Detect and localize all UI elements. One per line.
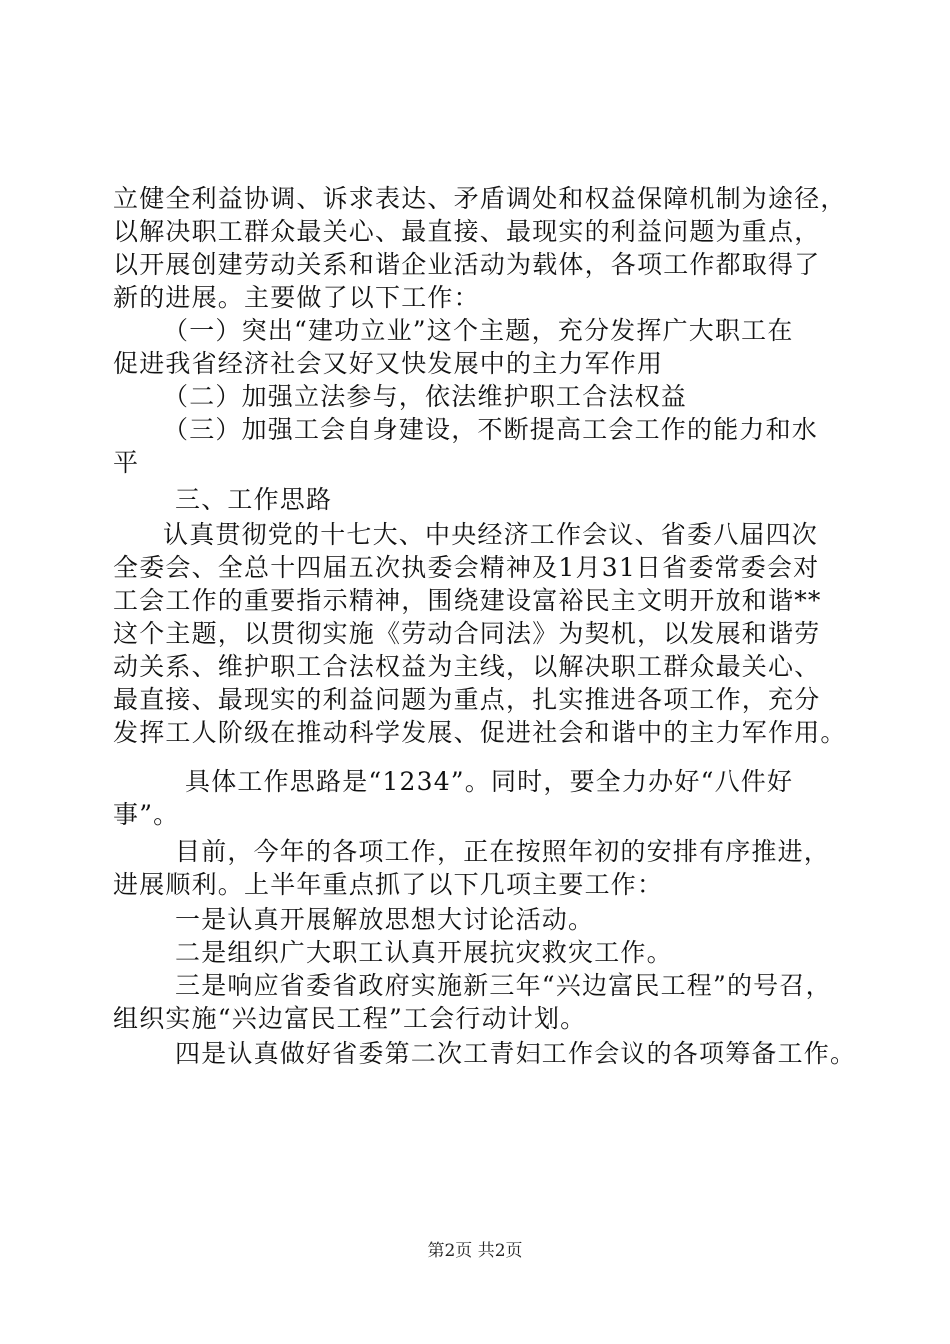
body-line: 认真贯彻党的十七大、中央经济工作会议、省委八届四次 <box>163 520 819 549</box>
body-line: 目前，今年的各项工作，正在按照年初的安排有序推进， <box>175 837 831 866</box>
body-line: 进展顺利。上半年重点抓了以下几项主要工作： <box>113 870 664 899</box>
body-line: 动关系、维护职工合法权益为主线，以解决职工群众最关心、 <box>113 652 821 681</box>
body-line: 新的进展。主要做了以下工作： <box>113 283 480 312</box>
body-line: 以开展创建劳动关系和谐企业活动为载体，各项工作都取得了 <box>113 250 821 279</box>
body-line: 最直接、最现实的利益问题为重点，扎实推进各项工作，充分 <box>113 685 821 714</box>
list-item: 二是组织广大职工认真开展抗灾救灾工作。 <box>175 938 673 967</box>
list-item: 三是响应省委省政府实施新三年“兴边富民工程”的号召， <box>175 971 832 1000</box>
body-line: 促进我省经济社会又好又快发展中的主力军作用 <box>113 349 664 378</box>
body-line: 事”。 <box>113 800 180 829</box>
list-item: 四是认真做好省委第二次工青妇工作会议的各项筹备工作。 <box>175 1039 857 1068</box>
body-line: 以解决职工群众最关心、最直接、最现实的利益问题为重点， <box>113 217 821 246</box>
body-line: 具体工作思路是“1234”。同时，要全力办好“八件好 <box>185 767 794 796</box>
body-line: 工会工作的重要指示精神，围绕建设富裕民主文明开放和谐** <box>113 586 822 615</box>
body-line: （一）突出“建功立业”这个主题，充分发挥广大职工在 <box>163 316 794 345</box>
section-heading: 三、工作思路 <box>175 485 333 514</box>
body-line: 发挥工人阶级在推动科学发展、促进社会和谐中的主力军作用。 <box>113 718 847 747</box>
body-line: 立健全利益协调、诉求表达、矛盾调处和权益保障机制为途径， <box>113 184 847 213</box>
body-line: 全委会、全总十四届五次执委会精神及1月31日省委常委会对 <box>113 553 820 582</box>
page-number-footer: 第2页 共2页 <box>427 1241 523 1261</box>
body-line: （二）加强立法参与，依法维护职工合法权益 <box>163 382 688 411</box>
list-item: 一是认真开展解放思想大讨论活动。 <box>175 905 595 934</box>
list-item-continuation: 组织实施“兴边富民工程”工会行动计划。 <box>113 1004 587 1033</box>
body-line: （三）加强工会自身建设，不断提高工会工作的能力和水 <box>163 415 819 444</box>
body-line: 这个主题，以贯彻实施《劳动合同法》为契机，以发展和谐劳 <box>113 619 821 648</box>
body-line: 平 <box>113 448 140 477</box>
